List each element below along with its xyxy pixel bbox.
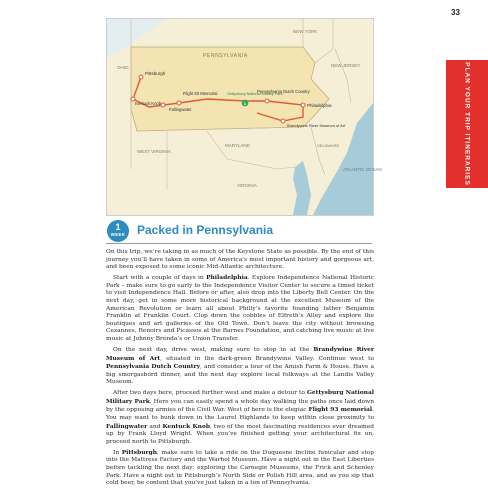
map-label-virginia: VIRGINIA [237,183,257,188]
body-paragraph [106,389,374,446]
paragraph-text: . You may want to bunk down in the Laurel Highlands to keep within close proximity to [106,407,374,422]
map-label-brandywine: Brandywine River Museum of Art [287,123,346,128]
paragraph-text: , and consider a tour of the Amish Farm & House. Have a big smorgasbord dinner, and the next day explore local folkways at the Landis Valley Museum. [106,364,375,386]
map-label-pittsburgh: Pittsburgh [145,71,166,76]
paragraph-text: In [113,449,122,456]
itinerary-body-text [106,249,374,490]
body-paragraph [106,249,374,272]
paragraph-text: . Here you can easily spend a whole day walking the paths once laid down by the opposing armies of the Civil War. West of here is the elegiac [106,398,374,414]
paragraph-text: On this trip, we’re taking in as much of the Keystone State as possible. By the end of this journey you’ll have taken in some of America’s most important history and gorgeous art, and been exposed to some iconic Mid-Atlantic architecture. [106,249,374,271]
highlighted-place: Kentuck Knob [162,422,210,430]
title-divider [106,243,372,244]
week-badge-number: 1 [115,222,121,232]
map-label-kentuck-knob: Kentuck Knob [135,101,162,106]
stop-fallingwater [161,103,165,107]
map-label-maryland: MARYLAND [225,143,250,148]
stop-flight-93 [177,101,181,105]
map-label-ohio: OHIO [117,65,129,70]
paragraph-text: After two days here, proceed further west and make a detour to [113,390,307,397]
map-graphic [107,19,382,215]
map-label-new-york: NEW YORK [293,29,318,34]
map-label-fallingwater: Fallingwater [169,107,192,112]
highlighted-place: Pittsburgh [121,448,158,456]
paragraph-text: . Explore Independence National Historic Park – make sure to go early to the Independence Visitor Center to secure a timed ticket to visit Independence Hall. Before or after, also drop into the Liberty Bell Center. On the next day, get in some more historical background at the excellent Museum of the American Revolution or learn all about Philly’s favorite founding father Benjamin Franklin at Franklin Court. Clop down the cobbles of Elfreth’s Alley and explore the boutiques and art galleries of the Old Town. Don’t leave the city without browsing Cezannes, Renoirs and Picassos at the Barnes Foundation, and catching live music at live music at Johnny Brenda’s or Union Transfer. [106,275,374,342]
map-label-philadelphia: Philadelphia [307,103,332,108]
itinerary-map [106,18,382,216]
paragraph-text: On the next day, drive west, making sure to stop in at the [113,346,314,353]
paragraph-text: , two of the most fascinating residences ever dreamed up by Frank Lloyd Wright. When you’ve finished getting your architectural fix on, proceed north to Pittsburgh. [106,423,375,445]
stop-pittsburgh [139,75,143,79]
paragraph-text: , situated in the dark-green Brandywine Valley. Continue west to [160,355,374,362]
map-label-new-jersey: NEW JERSEY [331,63,361,68]
highlighted-place: Fallingwater [106,422,148,430]
map-label-gettysburg: Gettysburg National Military Park [227,92,283,96]
highlighted-place: Philadelphia [206,274,248,282]
page-number: 33 [451,8,460,17]
section-side-tab [446,60,488,188]
side-tab-label: PLAN YOUR TRIP ITINERARIES [463,62,471,186]
map-label-atlantic-ocean: ATLANTIC OCEAN [343,167,382,172]
map-label-pennsylvania: PENNSYLVANIA [203,53,248,59]
highlighted-place: Flight 93 memorial [308,406,373,414]
route-stop-number: 1 [243,101,247,106]
paragraph-text: Start with a couple of days in [113,275,207,282]
week-badge [107,220,129,242]
stop-philadelphia [301,103,305,107]
body-paragraph [106,449,374,488]
map-label-west-virginia: WEST VIRGINIA [137,149,171,154]
stop-brandywine [281,119,285,123]
highlighted-place: Gettysburg National Military Park [106,389,375,405]
stop-dutch-country [265,99,269,103]
itinerary-title: Packed in Pennsylvania [137,223,274,237]
highlighted-place: Pennsylvania Dutch Country [106,363,201,371]
week-badge-label: WEEK [110,232,126,237]
paragraph-text: , make sure to take a ride on the Duquesne Incline funicular and stop into the Mattress Factory and the Warhol Museum. Have a night out in the East Liberties before tackling the next day: exploring the Carnegie Museums, the Frick and Schenley Park. Have a night out in Pittsburgh’s North Side or Polish Hill area, and as you sip that cold beer, be content that you’ve just taken in a ton of Pennsylvania. [106,449,374,487]
map-label-delaware: DELAWARE [317,143,340,148]
body-paragraph [106,346,374,387]
map-label-flight-93: Flight 93 Memorial [183,91,218,96]
highlighted-place: Brandywine River Museum of Art [106,345,374,362]
paragraph-text: and [147,423,163,430]
map-label-dutch-country: Pennsylvania Dutch Country [257,89,310,94]
body-paragraph [106,274,374,343]
